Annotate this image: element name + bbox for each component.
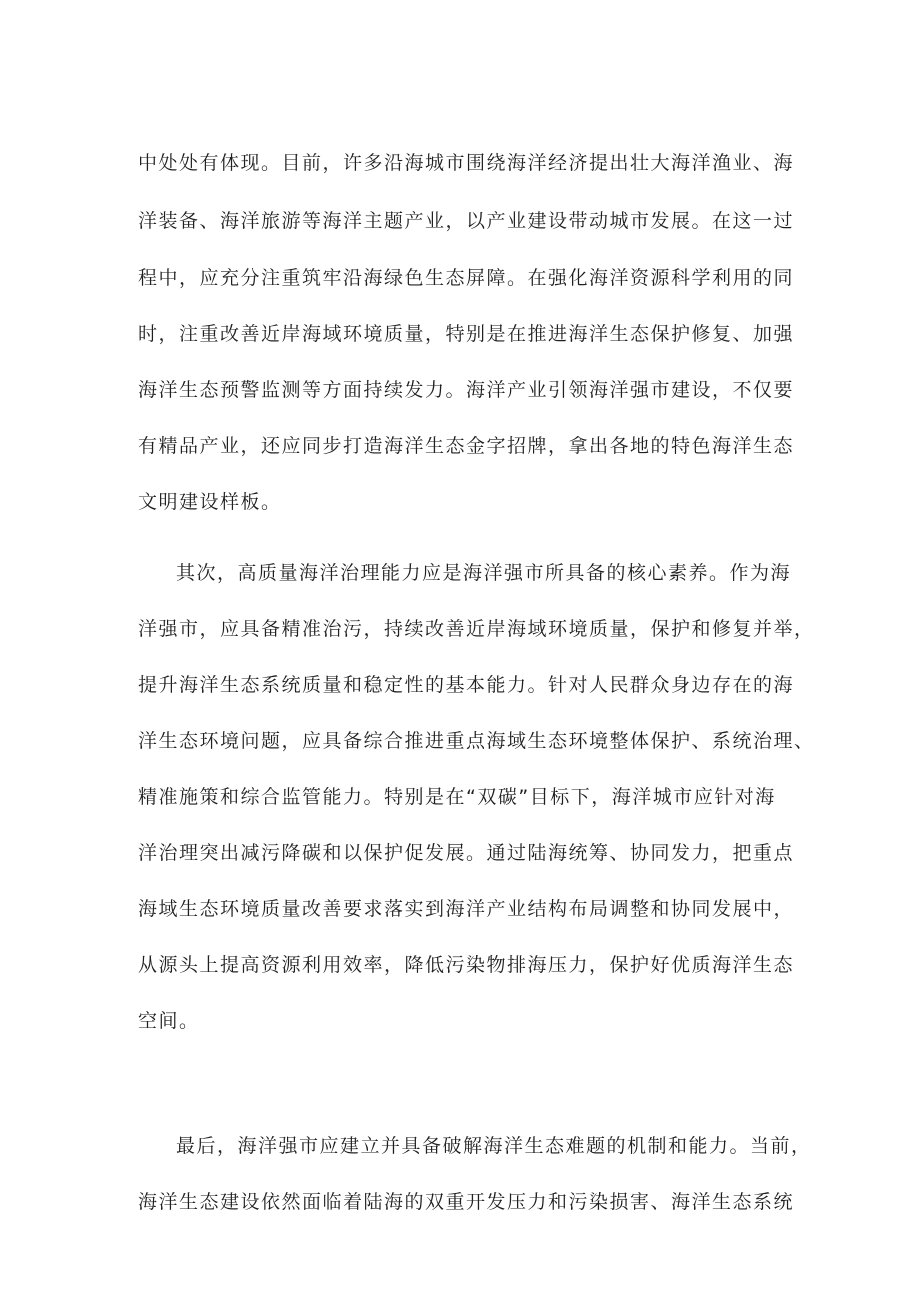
- paragraph-2-line-8: 从源头上提高资源利用效率，降低污染物排海压力，保护好优质海洋生态: [138, 954, 795, 976]
- paragraph-1-line-6: 有精品产业，还应同步打造海洋生态金字招牌，拿出各地的特色海洋生态: [138, 435, 795, 457]
- paragraph-2-line-5: 精准施策和综合监管能力。特别是在“双碳”目标下，海洋城市应针对海: [138, 786, 776, 808]
- paragraph-2-line-2: 洋强市，应具备精准治污，持续改善近岸海域环境质量，保护和修复并举，: [138, 618, 815, 640]
- paragraph-1-line-7: 文明建设样板。: [138, 491, 282, 513]
- paragraph-3-line-1: 最后，海洋强市应建立并具备破解海洋生态难题的机制和能力。当前，: [176, 1135, 812, 1157]
- paragraph-1-line-4: 时，注重改善近岸海域环境质量，特别是在推进海洋生态保护修复、加强: [138, 323, 795, 345]
- paragraph-2-line-9: 空间。: [138, 1010, 200, 1032]
- paragraph-2-line-6: 洋治理突出减污降碳和以保护促发展。通过陆海统筹、协同发力，把重点: [138, 842, 795, 864]
- paragraph-3-line-2: 海洋生态建设依然面临着陆海的双重开发压力和污染损害、海洋生态系统: [138, 1191, 795, 1213]
- paragraph-2-line-7: 海域生态环境质量改善要求落实到海洋产业结构布局调整和协同发展中，: [138, 898, 795, 920]
- paragraph-1-line-5: 海洋生态预警监测等方面持续发力。海洋产业引领海洋强市建设，不仅要: [138, 379, 795, 401]
- paragraph-1-line-3: 程中，应充分注重筑牢沿海绿色生态屏障。在强化海洋资源科学利用的同: [138, 267, 795, 289]
- paragraph-2-line-3: 提升海洋生态系统质量和稳定性的基本能力。针对人民群众身边存在的海: [138, 674, 795, 696]
- paragraph-1-line-1: 中处处有体现。目前，许多沿海城市围绕海洋经济提出壮大海洋渔业、海: [138, 152, 795, 174]
- paragraph-1-line-2: 洋装备、海洋旅游等海洋主题产业，以产业建设带动城市发展。在这一过: [138, 210, 795, 232]
- paragraph-2-line-1: 其次，高质量海洋治理能力应是海洋强市所具备的核心素养。作为海: [176, 562, 792, 584]
- paragraph-2-line-4: 洋生态环境问题，应具备综合推进重点海域生态环境整体保护、系统治理、: [138, 730, 815, 752]
